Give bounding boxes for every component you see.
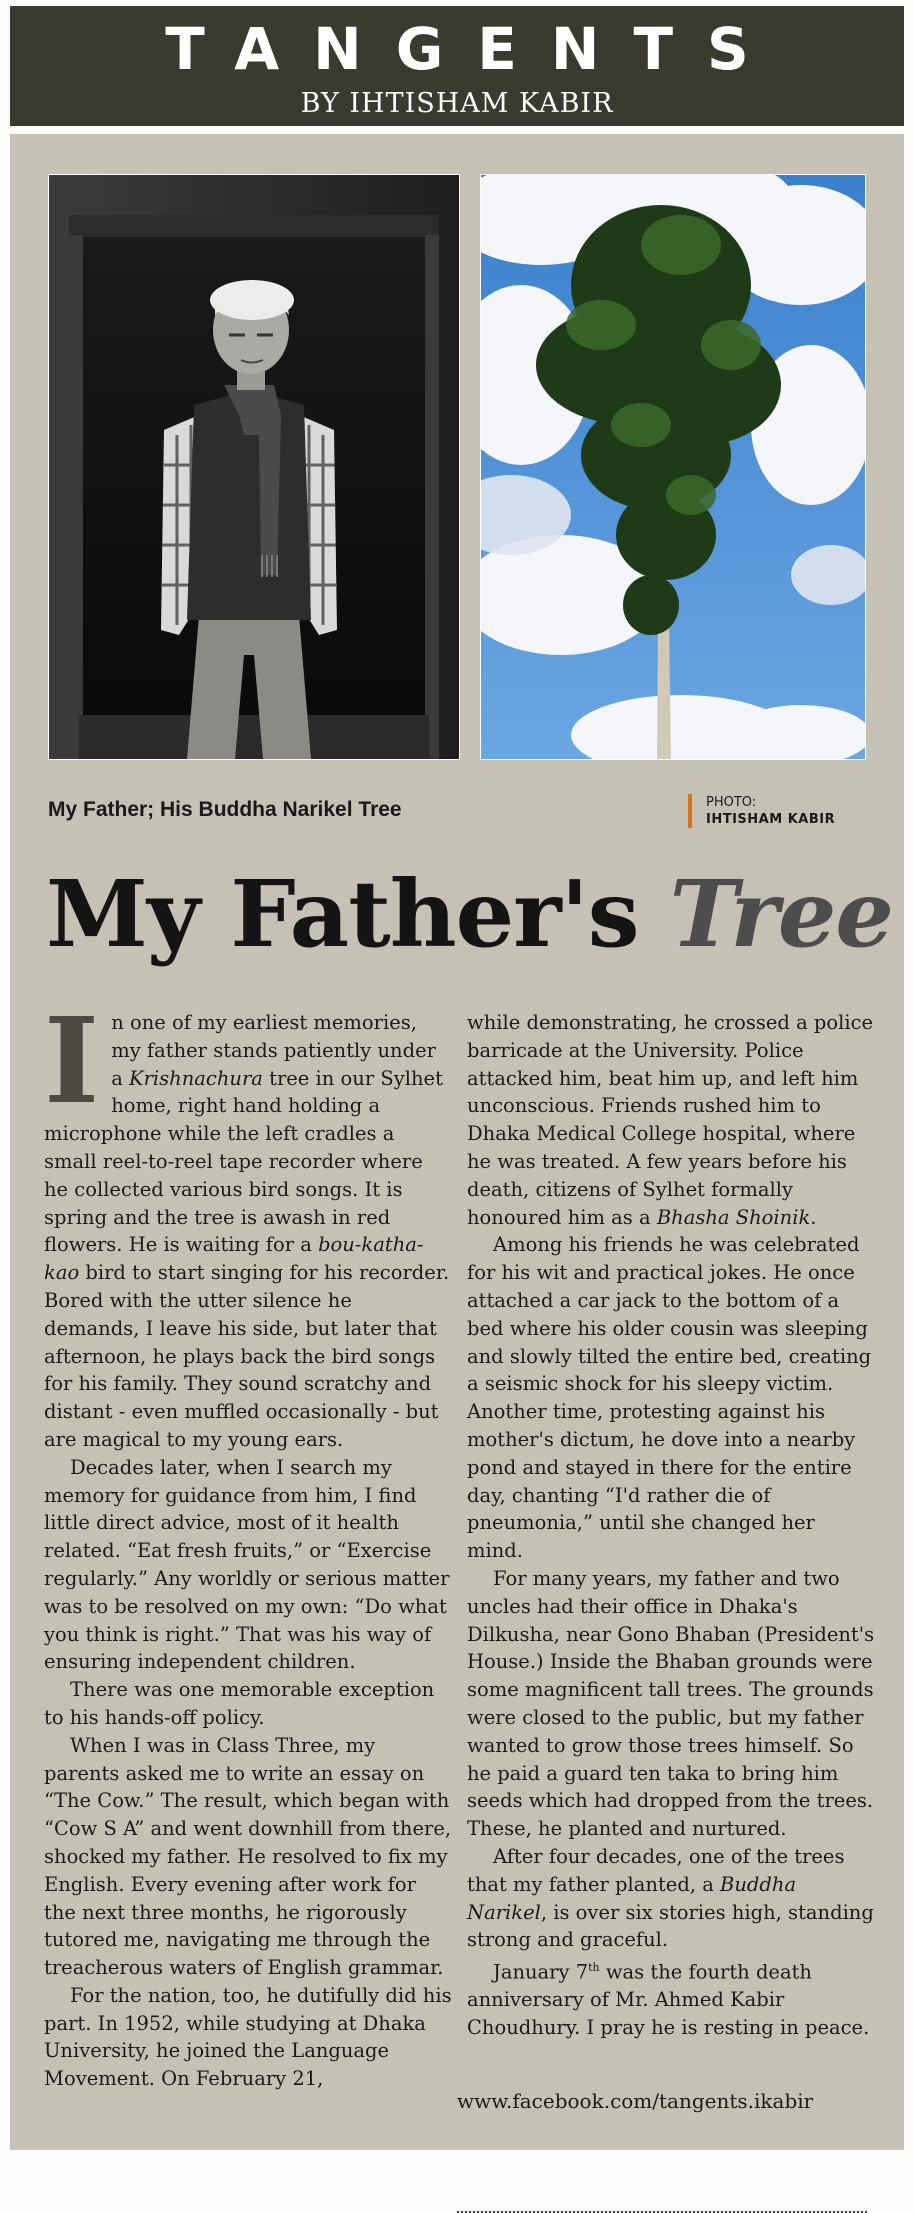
article-paragraph [44,1982,452,2093]
father-portrait-photo [48,174,460,760]
drop-cap: I [44,991,100,1130]
facebook-link[interactable]: www.facebook.com/tangents.ikabir [457,2089,814,2113]
paragraph-text: For many years, my father and two uncles had their office in Dhaka's Dilkusha, near Gono Bhaban (President's House.) Inside the Bhaban grounds were some magnificent tall trees. The grounds were closed to the public, but my father wanted to grow those trees himself. So he paid a guard ten taka to bring him seeds which had dropped from the trees. These, he planted and nurtured. [467,1566,875,1841]
buddha-narikel-tree-photo [480,174,866,760]
father-portrait-image [49,175,459,759]
article-paragraph [44,1732,452,1982]
paragraph-text: There was one memorable exception to his hands-off policy. [44,1678,435,1729]
article-headline [46,859,893,969]
article-column-left [44,991,452,2093]
paragraph-text: Decades later, when I search my memory for guidance from him, I find little direct advice, most of it health related. “Eat fresh fruits,” or “Exercise regularly.” Any worldly or serious matter was to be resolved on my own: “Do what you think is right.” That was his way of ensuring independent children. [44,1455,450,1674]
paragraph-text: For the nation, too, he dutifully did his part. In 1952, while studying at Dhaka University, he joined the Language Movement. On February 21, [44,1983,452,2091]
column-byline: BY IHTISHAM KABIR [300,88,614,119]
article-paragraph [44,1676,452,1732]
headline-main: My Father's [46,860,670,968]
column-header [10,6,904,126]
paragraph-text: . [810,1205,817,1229]
article-panel [10,134,904,2150]
italic-text: Bhasha Shoinik [656,1205,811,1229]
paragraph-text: was the fourth death anniversary of Mr. Ahmed Kabir Choudhury. I pray he is resting in peace. [467,1960,870,2040]
article-paragraph [44,991,452,1454]
italic-text: bou-katha-kao [44,1233,424,1285]
paragraph-text: January 7 [493,1960,589,1984]
article-paragraph [467,1231,875,1565]
photo-credit [688,794,835,828]
article-column-right [467,1009,875,2042]
photo-credit-name: IHTISHAM KABIR [706,812,836,827]
article-paragraph [467,1009,875,1231]
tree-image [481,175,865,759]
italic-text: Krishnachura [129,1066,263,1090]
italic-text: Buddha Narikel [467,1872,797,1924]
paragraph-text: tree in our Sylhet home, right hand holding a microphone while the left cradles a small reel-to-reel tape recorder where he collected various bird songs. It is spring and the tree is awash in red flowers. He is waiting for a [44,1066,443,1257]
paragraph-text: After four decades, one of the trees that my father planted, a [467,1844,845,1896]
paragraph-text: bird to start singing for his recorder. Bored with the utter silence he demands, I leave his side, but later that afternoon, he plays back the bird songs for his family. They sound scratchy and distant - even muffled occasionally - but are magical to my young ears. [44,1261,450,1451]
photo-caption: My Father; His Buddha Narikel Tree [48,798,402,821]
paragraph-text: When I was in Class Three, my parents asked me to write an essay on “The Cow.” The result, which began with “Cow S A” and went downhill from there, shocked my father. He resolved to fix my English. Every evening after work for the next three months, he rigorously tutored me, navigating me through the treacherous waters of English grammar. [44,1733,452,1980]
paragraph-text: Among his friends he was celebrated for his wit and practical jokes. He once attached a car jack to the bottom of a bed where his older cousin was sleeping and slowly tilted the entire bed, creating a seismic shock for his sleepy victim. Another time, protesting against his mother's dictum, he dove into a nearby pond and stayed in there for the entire day, chanting “I'd rather die of pneumonia,” until she changed her mind. [467,1233,872,1563]
article-paragraph [467,1843,875,1954]
paragraph-text: , is over six stories high, standing strong and graceful. [467,1900,874,1952]
headline-emphasis: Tree [669,860,893,968]
article-paragraph [44,1454,452,1676]
photo-credit-label: PHOTO: [706,795,757,810]
paragraph-text: n one of my earliest memories, my father stands patiently under a [111,1011,436,1090]
article-paragraph [467,1565,875,1843]
column-title: TANGENTS [165,15,783,83]
paragraph-text: while demonstrating, he crossed a police barricade at the University. Police attacked him, beat him up, and left him unconscious. Friends rushed him to Dhaka Medical College hospital, where he was treated. A few years before his death, citizens of Sylhet formally honoured him as a [467,1011,874,1229]
article-paragraph [467,1954,875,2042]
superscript-text: th [588,1961,600,1975]
